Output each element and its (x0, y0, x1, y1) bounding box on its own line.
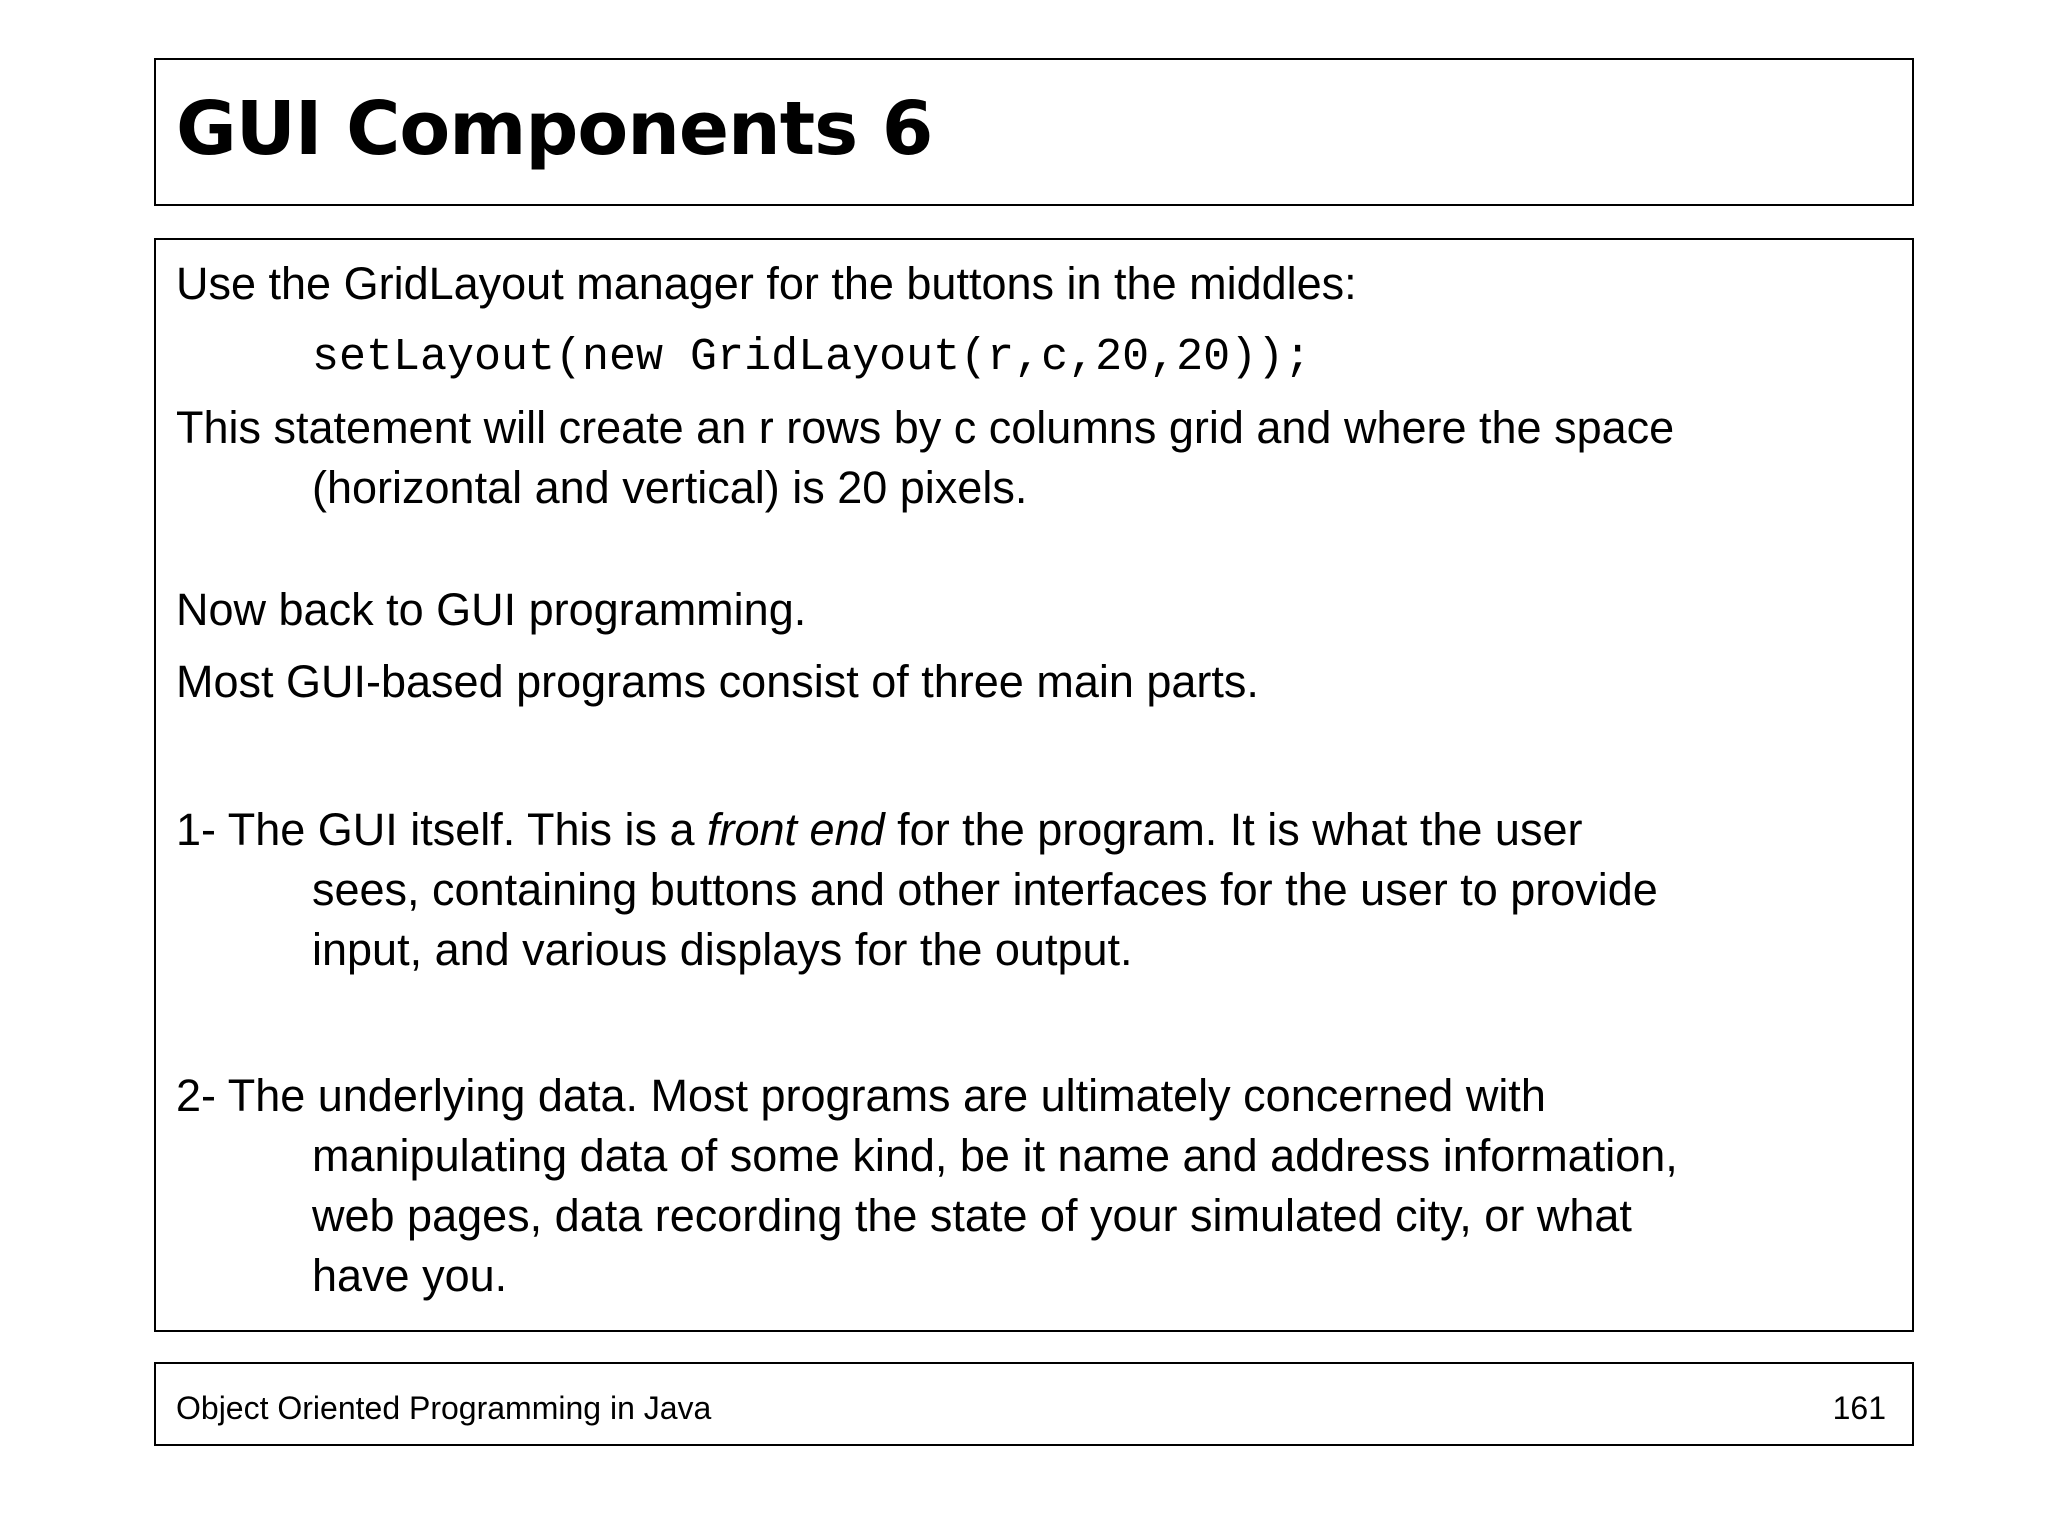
slide-title: GUI Components 6 (176, 86, 933, 172)
footer-page-number: 161 (1832, 1390, 1886, 1426)
list-item-1-prefix: 1- The GUI itself. This is a (176, 804, 708, 855)
footer-box (154, 1362, 1914, 1446)
list-item-2-line-3: web pages, data recording the state of your simulated city, or what (312, 1190, 1632, 1241)
explanation-line-1: This statement will create an r rows by c columns grid and where the space (176, 402, 1675, 453)
list-item-2-line-1: 2- The underlying data. Most programs are ultimately concerned with (176, 1070, 1546, 1121)
title-box (154, 58, 1914, 206)
back-to-gui-line: Now back to GUI programming. (176, 584, 807, 635)
list-item-1-line-1 (176, 800, 1582, 860)
list-item-1-emphasis: front end (707, 804, 885, 855)
intro-line: Use the GridLayout manager for the buttons in the middles: (176, 258, 1357, 309)
code-line: setLayout(new GridLayout(r,c,20,20)); (312, 332, 1312, 383)
content-box (154, 238, 1914, 1332)
list-item-2-line-4: have you. (312, 1250, 508, 1301)
footer-course-title: Object Oriented Programming in Java (176, 1390, 712, 1426)
explanation-line-2: (horizontal and vertical) is 20 pixels. (312, 462, 1028, 513)
list-item-2-line-2: manipulating data of some kind, be it name and address information, (312, 1130, 1678, 1181)
list-item-1-line-2: sees, containing buttons and other interfaces for the user to provide (312, 864, 1658, 915)
list-item-1-line-3: input, and various displays for the output. (312, 924, 1133, 975)
three-parts-line: Most GUI-based programs consist of three main parts. (176, 656, 1259, 707)
list-item-1-suffix: for the program. It is what the user (884, 804, 1583, 855)
